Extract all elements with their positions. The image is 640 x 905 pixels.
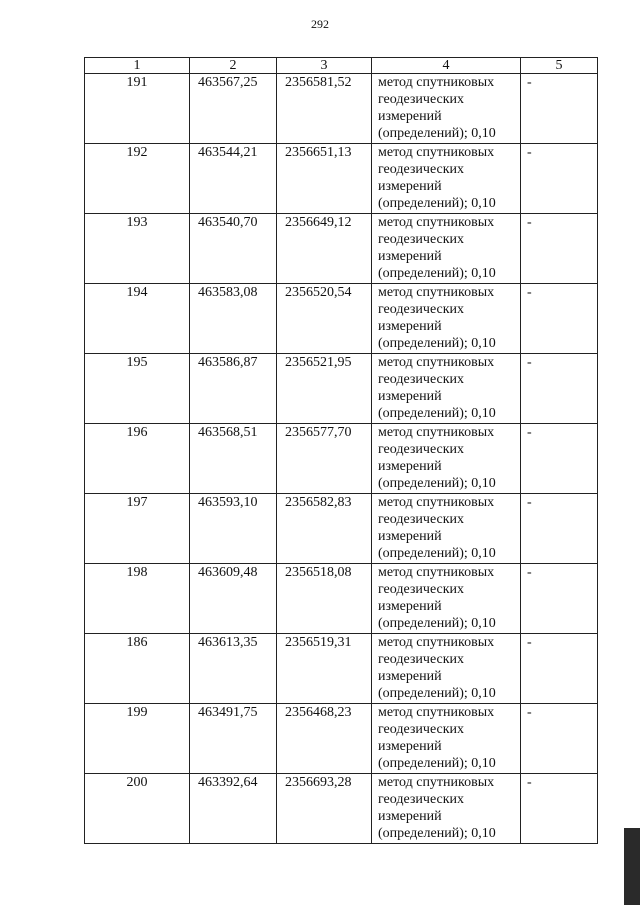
x-coordinate-cell: 463544,21 <box>190 144 277 214</box>
column-5-cell: - <box>521 564 598 634</box>
scan-edge-mark <box>624 828 640 905</box>
point-number-cell: 200 <box>85 774 190 844</box>
table-row <box>85 704 598 774</box>
point-number-cell: 193 <box>85 214 190 284</box>
point-number-cell: 191 <box>85 74 190 144</box>
x-coordinate-cell: 463609,48 <box>190 564 277 634</box>
table-row <box>85 74 598 144</box>
table-row <box>85 354 598 424</box>
y-coordinate-cell: 2356581,52 <box>277 74 372 144</box>
point-number-cell: 198 <box>85 564 190 634</box>
header-cell: 1 <box>85 58 190 74</box>
method-cell: метод спутниковых геодезических измерений (определений); 0,10 <box>372 424 521 494</box>
column-5-cell: - <box>521 774 598 844</box>
method-cell: метод спутниковых геодезических измерений (определений); 0,10 <box>372 144 521 214</box>
y-coordinate-cell: 2356582,83 <box>277 494 372 564</box>
table-row <box>85 424 598 494</box>
column-5-cell: - <box>521 494 598 564</box>
method-cell: метод спутниковых геодезических измерений (определений); 0,10 <box>372 74 521 144</box>
y-coordinate-cell: 2356693,28 <box>277 774 372 844</box>
header-cell: 2 <box>190 58 277 74</box>
header-cell: 5 <box>521 58 598 74</box>
x-coordinate-cell: 463586,87 <box>190 354 277 424</box>
table-row <box>85 774 598 844</box>
y-coordinate-cell: 2356577,70 <box>277 424 372 494</box>
table-row <box>85 144 598 214</box>
x-coordinate-cell: 463593,10 <box>190 494 277 564</box>
x-coordinate-cell: 463613,35 <box>190 634 277 704</box>
page-number: 292 <box>311 17 329 31</box>
y-coordinate-cell: 2356468,23 <box>277 704 372 774</box>
column-5-cell: - <box>521 144 598 214</box>
point-number-cell: 194 <box>85 284 190 354</box>
point-number-cell: 186 <box>85 634 190 704</box>
table-row <box>85 634 598 704</box>
column-5-cell: - <box>521 284 598 354</box>
x-coordinate-cell: 463583,08 <box>190 284 277 354</box>
point-number-cell: 196 <box>85 424 190 494</box>
point-number-cell: 195 <box>85 354 190 424</box>
x-coordinate-cell: 463392,64 <box>190 774 277 844</box>
x-coordinate-cell: 463540,70 <box>190 214 277 284</box>
header-cell: 3 <box>277 58 372 74</box>
method-cell: метод спутниковых геодезических измерений (определений); 0,10 <box>372 214 521 284</box>
point-number-cell: 199 <box>85 704 190 774</box>
column-5-cell: - <box>521 214 598 284</box>
y-coordinate-cell: 2356521,95 <box>277 354 372 424</box>
table-row <box>85 494 598 564</box>
x-coordinate-cell: 463568,51 <box>190 424 277 494</box>
method-cell: метод спутниковых геодезических измерений (определений); 0,10 <box>372 354 521 424</box>
table-row <box>85 284 598 354</box>
table-row <box>85 564 598 634</box>
column-5-cell: - <box>521 424 598 494</box>
method-cell: метод спутниковых геодезических измерений (определений); 0,10 <box>372 634 521 704</box>
method-cell: метод спутниковых геодезических измерений (определений); 0,10 <box>372 704 521 774</box>
header-row <box>85 58 598 74</box>
method-cell: метод спутниковых геодезических измерений (определений); 0,10 <box>372 494 521 564</box>
x-coordinate-cell: 463491,75 <box>190 704 277 774</box>
y-coordinate-cell: 2356651,13 <box>277 144 372 214</box>
table-row <box>85 214 598 284</box>
method-cell: метод спутниковых геодезических измерений (определений); 0,10 <box>372 284 521 354</box>
column-5-cell: - <box>521 354 598 424</box>
method-cell: метод спутниковых геодезических измерений (определений); 0,10 <box>372 564 521 634</box>
y-coordinate-cell: 2356519,31 <box>277 634 372 704</box>
x-coordinate-cell: 463567,25 <box>190 74 277 144</box>
coordinates-table <box>84 57 598 844</box>
header-cell: 4 <box>372 58 521 74</box>
y-coordinate-cell: 2356649,12 <box>277 214 372 284</box>
point-number-cell: 192 <box>85 144 190 214</box>
column-5-cell: - <box>521 634 598 704</box>
column-5-cell: - <box>521 704 598 774</box>
column-5-cell: - <box>521 74 598 144</box>
point-number-cell: 197 <box>85 494 190 564</box>
y-coordinate-cell: 2356520,54 <box>277 284 372 354</box>
method-cell: метод спутниковых геодезических измерений (определений); 0,10 <box>372 774 521 844</box>
y-coordinate-cell: 2356518,08 <box>277 564 372 634</box>
